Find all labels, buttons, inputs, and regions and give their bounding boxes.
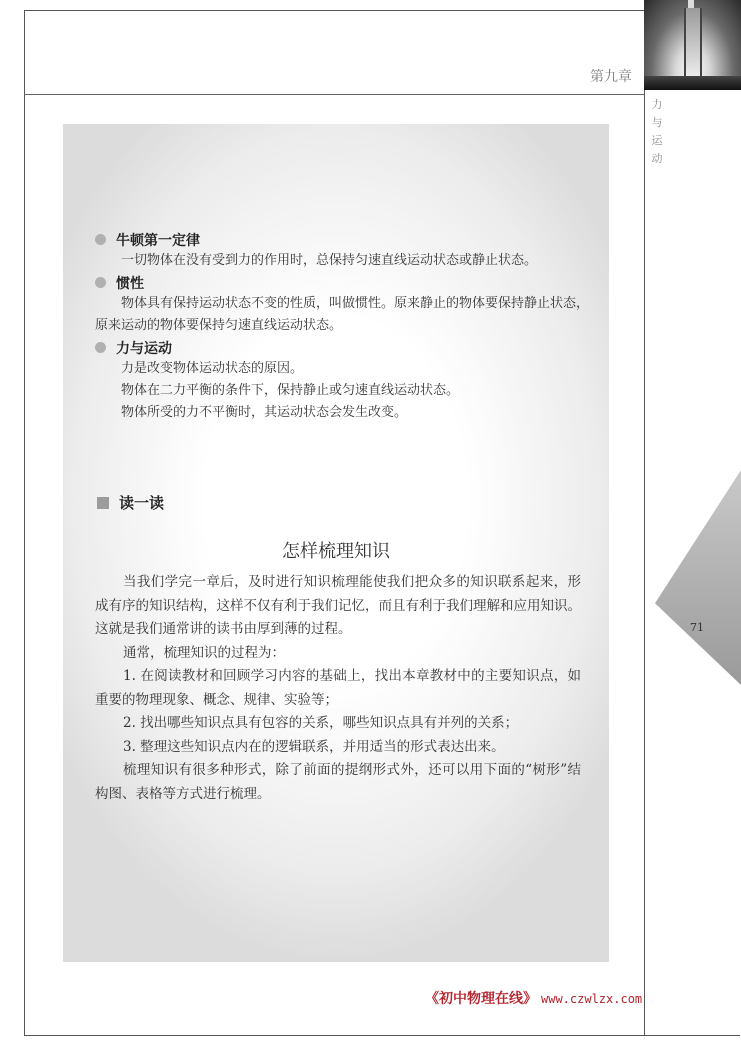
article-body [95, 571, 581, 806]
bullet-icon [95, 234, 106, 245]
summary-heading [95, 229, 595, 250]
chapter-summary [95, 229, 595, 424]
bullet-icon [95, 342, 106, 353]
summary-heading-text: 力与运动 [116, 340, 172, 357]
page-number: 71 [690, 621, 704, 634]
summary-paragraph: 物体具有保持运动状态不变的性质，叫做惯性。原来静止的物体要保持静止状态，原来运动的物体要保持匀速直线运动状态。 [95, 296, 590, 333]
article-paragraph: 2. 找出哪些知识点具有包容的关系，哪些知识点具有并列的关系； [123, 715, 519, 731]
article-title: 怎样梳理知识 [282, 541, 390, 562]
summary-paragraph: 物体在二力平衡的条件下，保持静止或匀速直线运动状态。 [121, 383, 460, 398]
article-paragraph: 1. 在阅读教材和回顾学习内容的基础上，找出本章教材中的主要知识点，如重要的物理现象、概念、规律、实验等； [95, 668, 581, 708]
side-char: 力 [651, 98, 663, 111]
summary-paragraph: 一切物体在没有受到力的作用时，总保持匀速直线运动状态或静止状态。 [121, 253, 538, 268]
summary-heading-text: 牛顿第一定律 [116, 232, 200, 249]
footer-watermark [425, 988, 642, 1008]
summary-heading [95, 272, 595, 293]
launch-tower [684, 8, 702, 78]
reading-section-heading-text: 读一读 [119, 494, 165, 512]
article-paragraph: 梳理知识有很多种形式，除了前面的提纲形式外，还可以用下面的“树形”结构图、表格等方式进行梳理。 [95, 762, 581, 802]
chapter-side-label [650, 96, 664, 168]
header-rule [24, 94, 644, 95]
article-paragraph: 3. 整理这些知识点内在的逻辑联系，并用适当的形式表达出来。 [123, 738, 505, 755]
side-char: 动 [651, 152, 663, 165]
side-char: 与 [651, 116, 663, 129]
chapter-title: 第九章 [590, 69, 632, 85]
photo-ground [644, 76, 741, 90]
summary-heading [95, 337, 595, 358]
side-char: 运 [651, 134, 663, 147]
article-paragraph: 通常，梳理知识的过程为： [123, 644, 285, 661]
footer-site-name: 《初中物理在线》 [425, 991, 537, 1007]
summary-paragraph: 力是改变物体运动状态的原因。 [121, 361, 304, 376]
reading-section-heading [97, 492, 164, 513]
side-rule [644, 90, 645, 1036]
summary-heading-text: 惯性 [116, 275, 144, 292]
rocket-launch-photo [644, 0, 741, 90]
footer-url[interactable]: www.czwlzx.com [541, 992, 643, 1006]
square-bullet-icon [97, 497, 109, 509]
article-paragraph: 当我们学完一章后，及时进行知识梳理能使我们把众多的知识联系起来，形成有序的知识结构，这样不仅有利于我们记忆，而且有利于我们理解和应用知识。这就是我们通常讲的读书由厚到薄的过程。 [95, 574, 581, 637]
summary-paragraph: 物体所受的力不平衡时，其运动状态会发生改变。 [121, 405, 408, 420]
bullet-icon [95, 277, 106, 288]
